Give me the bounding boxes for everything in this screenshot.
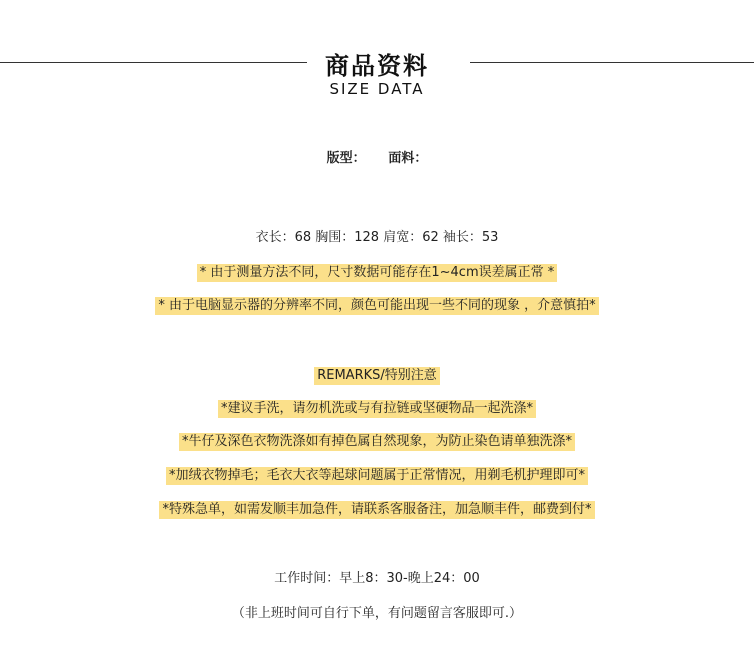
- working-hours: 工作时间：早上8：30-晚上24：00: [274, 571, 480, 586]
- section-title: 商品资料: [325, 52, 429, 80]
- note-row: [0, 264, 754, 282]
- note-color-difference: * 由于电脑显示器的分辨率不同，颜色可能出现一些不同的现象 ，介意慎拍*: [155, 297, 598, 315]
- remarks-title-row: [0, 367, 754, 385]
- remark-row: [0, 501, 754, 519]
- section-header: [0, 40, 754, 110]
- fabric-label: 面料：: [388, 151, 428, 166]
- note-measurement-error: * 由于测量方法不同，尺寸数据可能存在1~4cm误差属正常 *: [197, 264, 558, 282]
- remark-row: [0, 467, 754, 485]
- remarks-title: REMARKS/特别注意: [314, 367, 440, 385]
- fit-label: 版型：: [326, 151, 366, 166]
- working-hours-note: （非上班时间可自行下单，有问题留言客服即可.）: [231, 606, 523, 621]
- section-subtitle: SIZE DATA: [329, 80, 425, 98]
- remark-row: [0, 433, 754, 451]
- spec-row: [0, 150, 754, 168]
- remark-item: *特殊急单，如需发顺丰加急件，请联系客服备注，加急顺丰件，邮费到付*: [159, 501, 594, 519]
- remark-row: [0, 400, 754, 418]
- size-measurements: 衣长：68 胸围：128 肩宽：62 袖长：53: [255, 230, 499, 245]
- remark-item: *牛仔及深色衣物洗涤如有掉色属自然现象，为防止染色请单独洗涤*: [179, 433, 575, 451]
- note-row: [0, 297, 754, 315]
- remark-item: *加绒衣物掉毛；毛衣大衣等起球问题属于正常情况，用剃毛机护理即可*: [166, 467, 588, 485]
- remark-item: *建议手洗，请勿机洗或与有拉链或坚硬物品一起洗涤*: [218, 400, 536, 418]
